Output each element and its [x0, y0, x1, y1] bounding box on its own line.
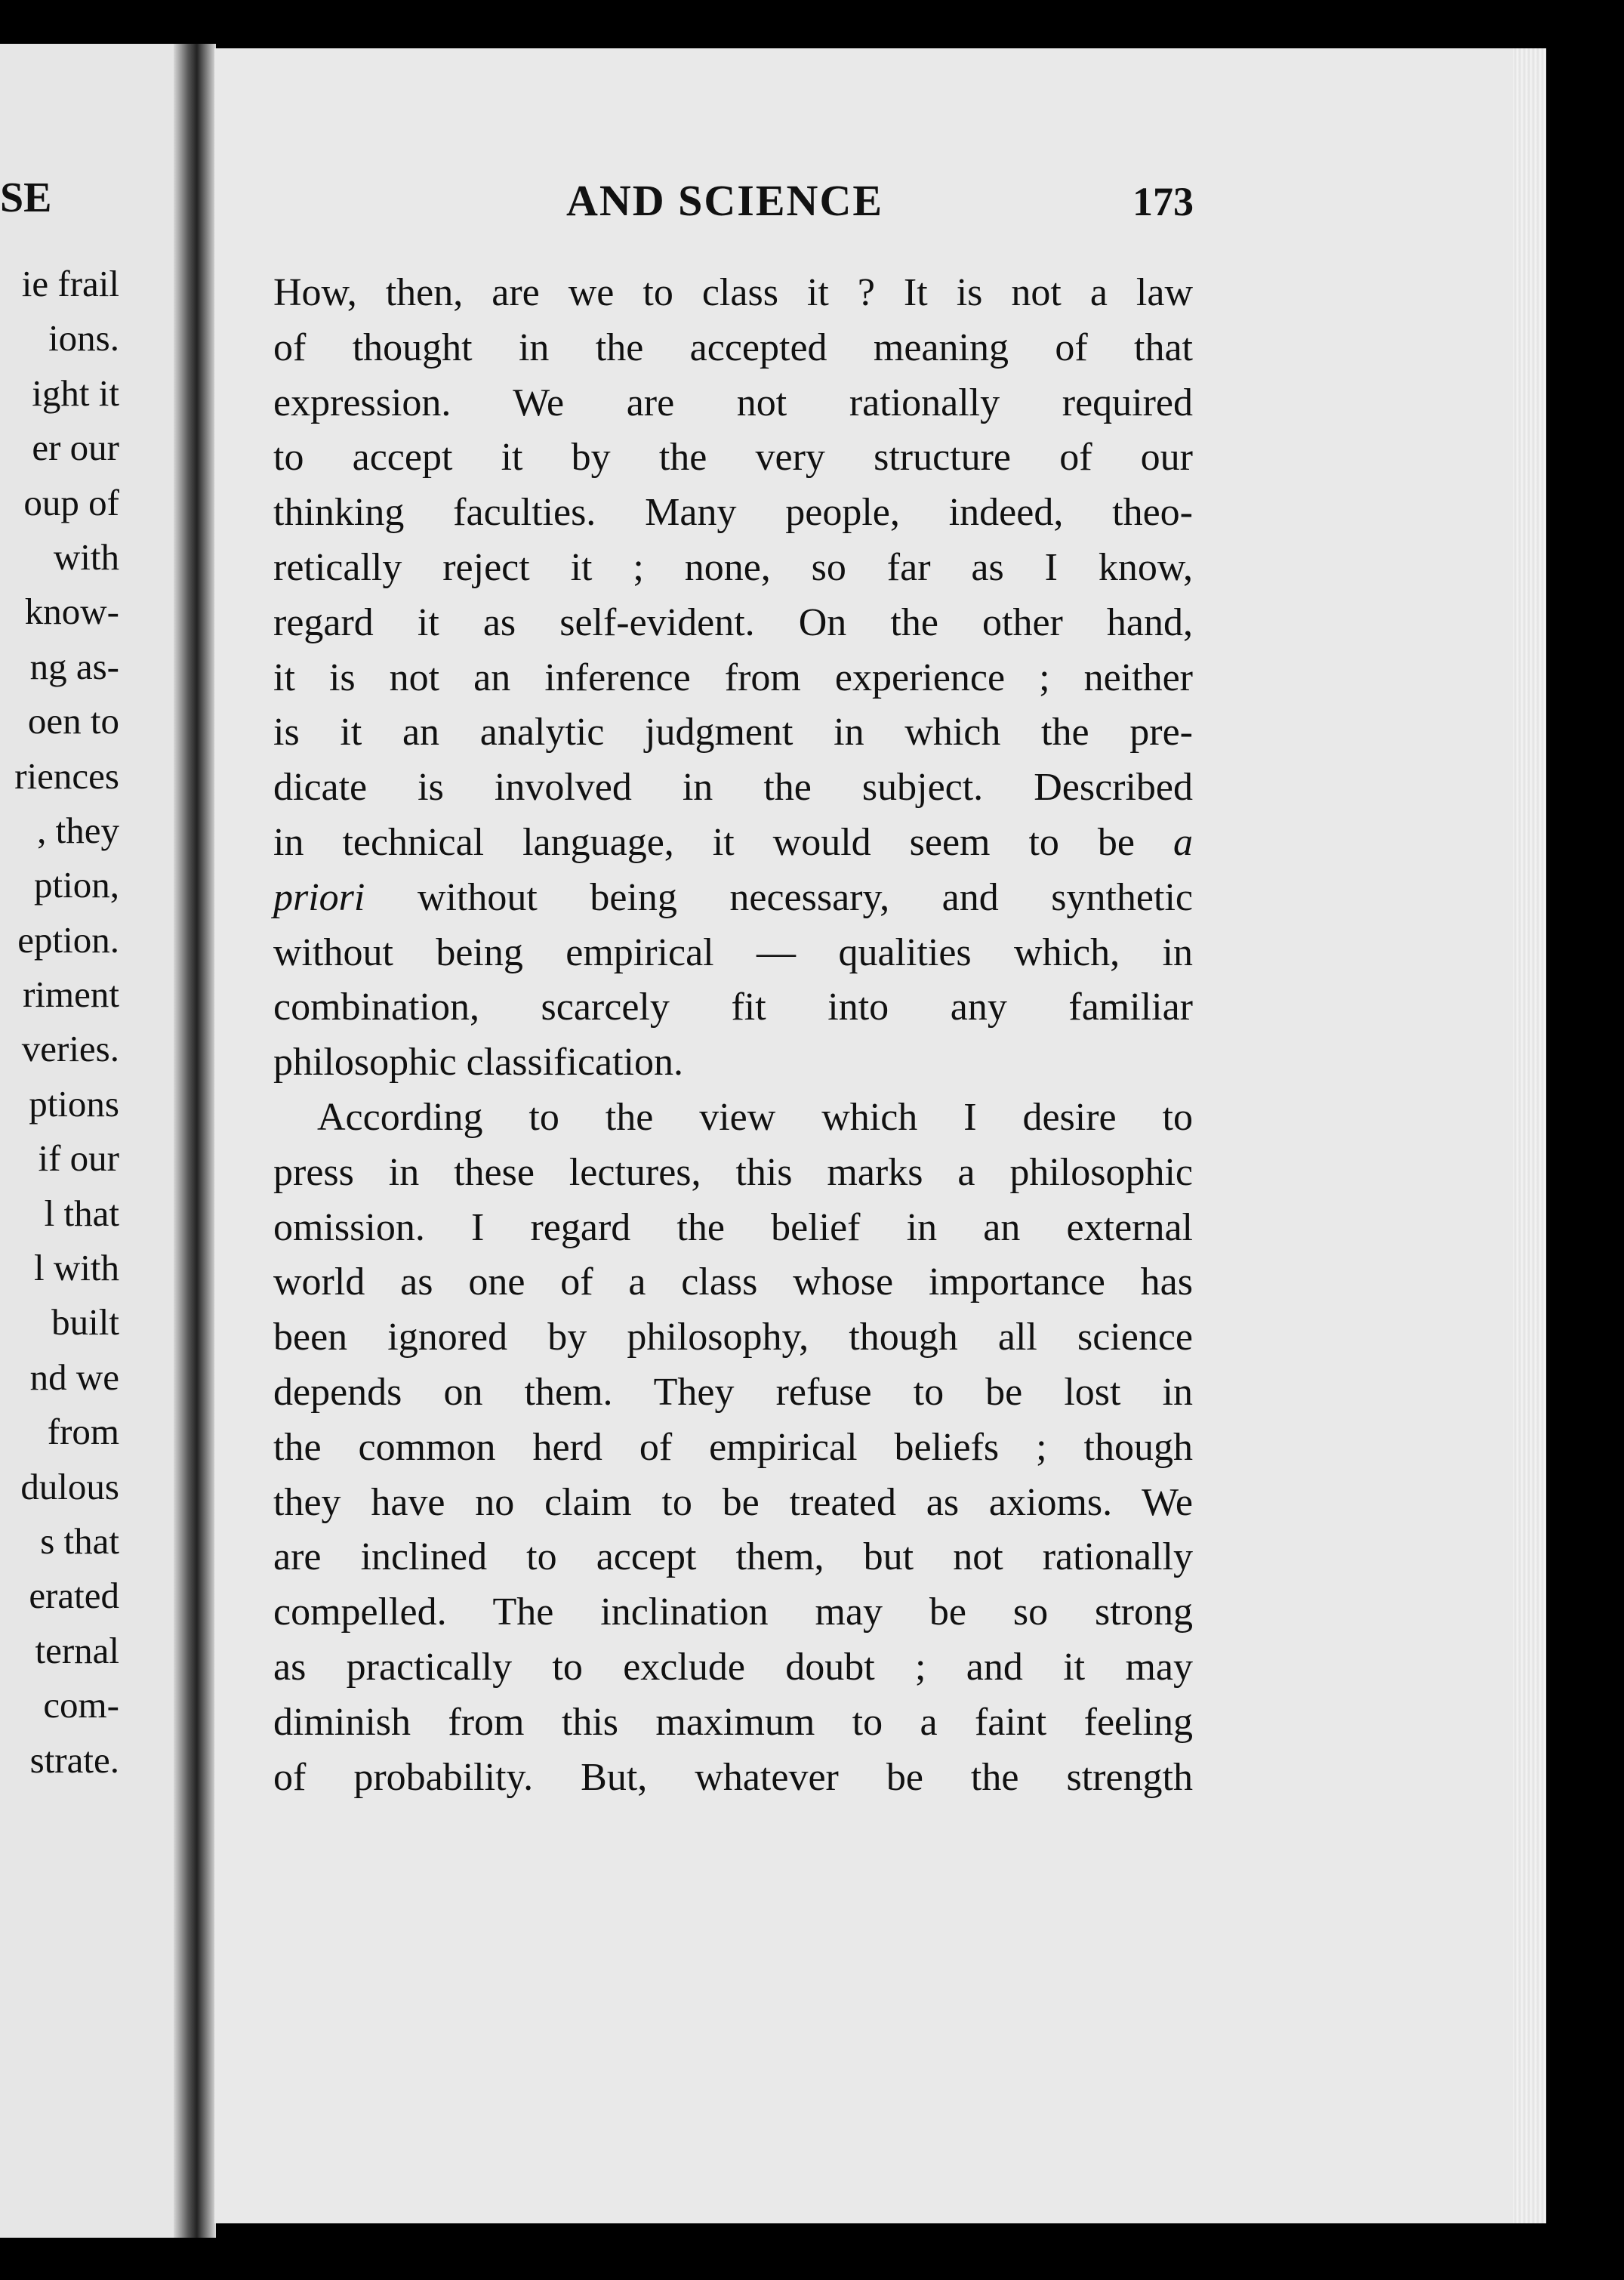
- previous-page-line: l with: [34, 1247, 119, 1289]
- previous-page-line: ie frail: [21, 263, 119, 304]
- body-text: [273, 266, 1193, 1805]
- previous-page-line: , they: [37, 809, 119, 851]
- text-line: regard it as self-evident. On the other hand,: [273, 600, 1193, 644]
- text-segment: in technical language, it would seem to be: [273, 820, 1136, 864]
- running-header: AND SCIENCE: [566, 176, 884, 225]
- text-line: combination, scarcely fit into any familiar: [273, 986, 1193, 1029]
- text-line: According to the view which I desire to: [317, 1095, 1193, 1139]
- book-gutter: [174, 44, 216, 2238]
- previous-page-line: ight it: [32, 372, 119, 414]
- previous-page-line: riment: [23, 973, 119, 1016]
- previous-page-line: with: [53, 535, 119, 578]
- previous-page-line: know-: [24, 591, 119, 633]
- text-line: they have no claim to be treated as axioms. We: [273, 1480, 1193, 1524]
- text-line: of probability. But, whatever be the strength: [273, 1755, 1193, 1799]
- text-line: are inclined to accept them, but not rationally: [273, 1535, 1193, 1579]
- italic-word: a: [1173, 820, 1194, 864]
- text-line: depends on them. They refuse to be lost in: [273, 1370, 1193, 1414]
- previous-page-line: ng as-: [29, 645, 119, 687]
- text-line: expression. We are not rationally required: [273, 381, 1193, 424]
- text-line: is it an analytic judgment in which the pre-: [273, 711, 1193, 754]
- page-edge: [1513, 48, 1546, 2223]
- previous-page-line: built: [51, 1301, 119, 1344]
- previous-page-line: ions.: [48, 317, 119, 359]
- previous-page-line: erated: [29, 1575, 119, 1617]
- previous-page-line: com-: [43, 1684, 119, 1726]
- text-line: philosophic classification.: [273, 1041, 684, 1084]
- text-line: as practically to exclude doubt ; and it may: [273, 1645, 1193, 1689]
- text-line: it is not an inference from experience ; neither: [273, 656, 1193, 699]
- text-line: [273, 816, 1193, 871]
- previous-page-line: eption.: [17, 918, 119, 961]
- previous-page-text: [14, 257, 119, 1788]
- previous-page-line: oup of: [23, 481, 119, 523]
- previous-page-header: SE: [0, 174, 52, 221]
- text-line: press in these lectures, this marks a philosophic: [273, 1150, 1193, 1194]
- previous-page-line: er our: [32, 427, 119, 469]
- previous-page-line: nd we: [29, 1356, 119, 1398]
- previous-page-line: ption,: [34, 864, 119, 906]
- text-line: dicate is involved in the subject. Described: [273, 766, 1193, 810]
- previous-page-line: dulous: [20, 1465, 119, 1507]
- previous-page-line: veries.: [21, 1028, 119, 1070]
- text-segment: without being necessary, and synthetic: [417, 875, 1193, 919]
- text-line: omission. I regard the belief in an external: [273, 1205, 1193, 1249]
- previous-page-line: from: [47, 1411, 119, 1453]
- previous-page-line: riences: [14, 754, 119, 797]
- text-line: without being empirical — qualities which, in: [273, 930, 1193, 974]
- text-line: retically reject it ; none, so far as I know,: [273, 545, 1193, 589]
- text-line: [273, 871, 1193, 926]
- text-line: world as one of a class whose importance has: [273, 1260, 1193, 1304]
- text-line: How, then, are we to class it ? It is not a law: [273, 271, 1193, 314]
- previous-page-line: strate.: [29, 1739, 119, 1781]
- previous-page-line: ptions: [29, 1082, 119, 1125]
- page-number: 173: [1132, 179, 1194, 224]
- previous-page-line: oen to: [27, 700, 119, 742]
- text-line: to accept it by the very structure of our: [273, 436, 1193, 480]
- text-line: diminish from this maximum to a faint feeling: [273, 1700, 1193, 1744]
- text-line: thinking faculties. Many people, indeed, theo-: [273, 491, 1193, 535]
- text-line: of thought in the accepted meaning of that: [273, 325, 1193, 369]
- italic-word: priori: [273, 875, 365, 919]
- previous-page-fragment: [0, 44, 180, 2238]
- previous-page-line: l that: [44, 1192, 119, 1234]
- previous-page-line: ternal: [35, 1629, 119, 1671]
- text-line: been ignored by philosophy, though all science: [273, 1316, 1193, 1359]
- text-line: the common herd of empirical beliefs ; though: [273, 1425, 1193, 1469]
- previous-page-line: s that: [40, 1519, 119, 1562]
- previous-page-line: if our: [38, 1137, 119, 1180]
- text-line: compelled. The inclination may be so strong: [273, 1590, 1193, 1634]
